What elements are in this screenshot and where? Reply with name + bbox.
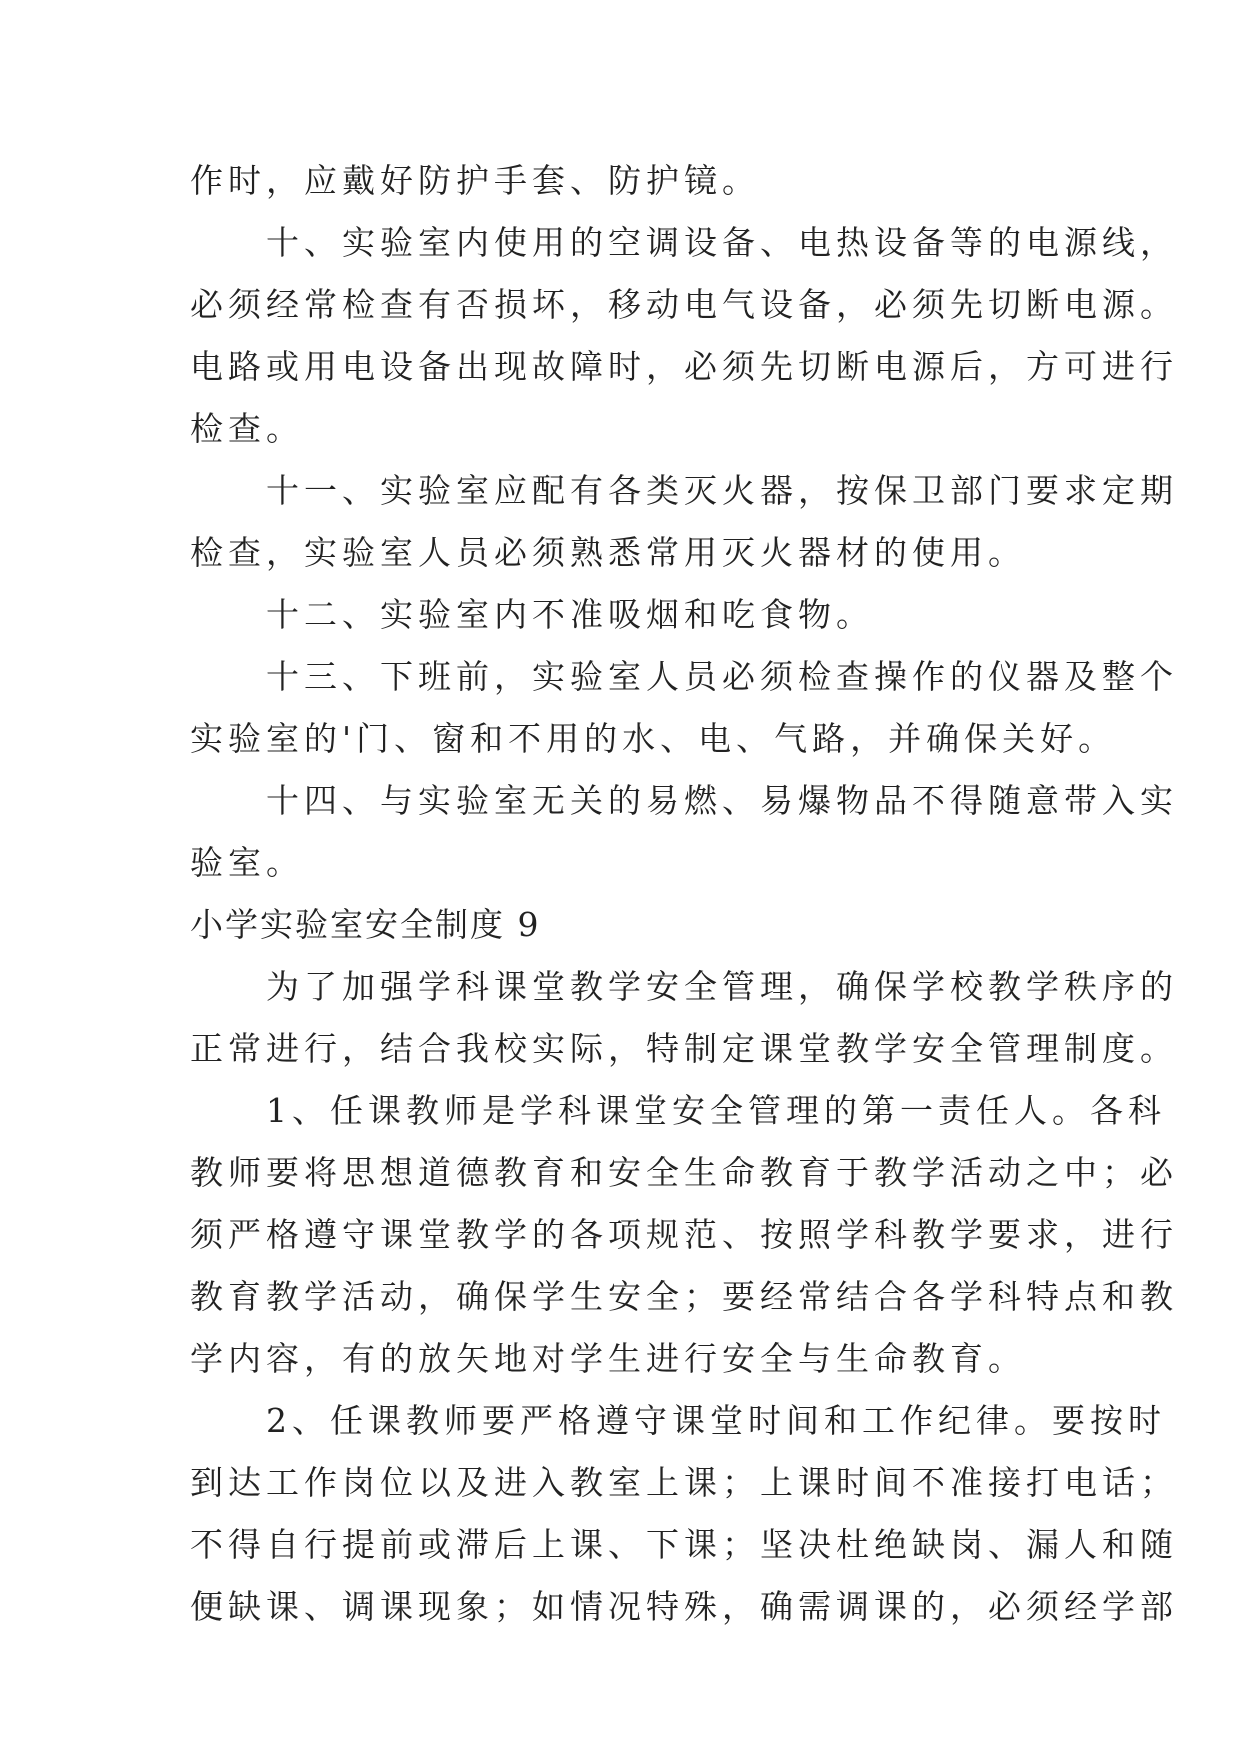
- text-line: 教育教学活动，确保学生安全；要经常结合各学科特点和教: [190, 1277, 1178, 1316]
- text-line: 必须经常检查有否损坏，移动电气设备，必须先切断电源。: [190, 285, 1178, 324]
- text-line: 十三、下班前，实验室人员必须检查操作的仪器及整个: [190, 657, 1178, 696]
- section-heading: 小学实验室安全制度 9: [190, 905, 541, 944]
- text-line: 实验室的'门、窗和不用的水、电、气路，并确保关好。: [190, 719, 1117, 758]
- text-line: 正常进行，结合我校实际，特制定课堂教学安全管理制度。: [190, 1029, 1178, 1068]
- text-line: 须严格遵守课堂教学的各项规范、按照学科教学要求，进行: [190, 1215, 1178, 1254]
- document-body: [190, 150, 1178, 1638]
- text-line: 检查。: [190, 409, 304, 448]
- text-line: 十二、实验室内不准吸烟和吃食物。: [190, 595, 874, 634]
- text-line: 作时，应戴好防护手套、防护镜。: [190, 161, 760, 200]
- text-line: 到达工作岗位以及进入教室上课；上课时间不准接打电话；: [190, 1463, 1178, 1502]
- text-line: 为了加强学科课堂教学安全管理，确保学校教学秩序的: [190, 967, 1178, 1006]
- text-line: 1、任课教师是学科课堂安全管理的第一责任人。各科: [190, 1091, 1166, 1130]
- text-line: 不得自行提前或滞后上课、下课；坚决杜绝缺岗、漏人和随: [190, 1525, 1178, 1564]
- text-line: 教师要将思想道德教育和安全生命教育于教学活动之中；必: [190, 1153, 1178, 1192]
- text-line: 便缺课、调课现象；如情况特殊，确需调课的，必须经学部: [190, 1587, 1178, 1626]
- text-line: 电路或用电设备出现故障时，必须先切断电源后，方可进行: [190, 347, 1178, 386]
- text-line: 检查，实验室人员必须熟悉常用灭火器材的使用。: [190, 533, 1026, 572]
- text-line: 验室。: [190, 843, 304, 882]
- text-line: 十四、与实验室无关的易燃、易爆物品不得随意带入实: [190, 781, 1178, 820]
- text-line: 2、任课教师要严格遵守课堂时间和工作纪律。要按时: [190, 1401, 1166, 1440]
- text-line: 十一、实验室应配有各类灭火器，按保卫部门要求定期: [190, 471, 1178, 510]
- text-line: 学内容，有的放矢地对学生进行安全与生命教育。: [190, 1339, 1026, 1378]
- text-line: 十、实验室内使用的空调设备、电热设备等的电源线，: [190, 223, 1178, 262]
